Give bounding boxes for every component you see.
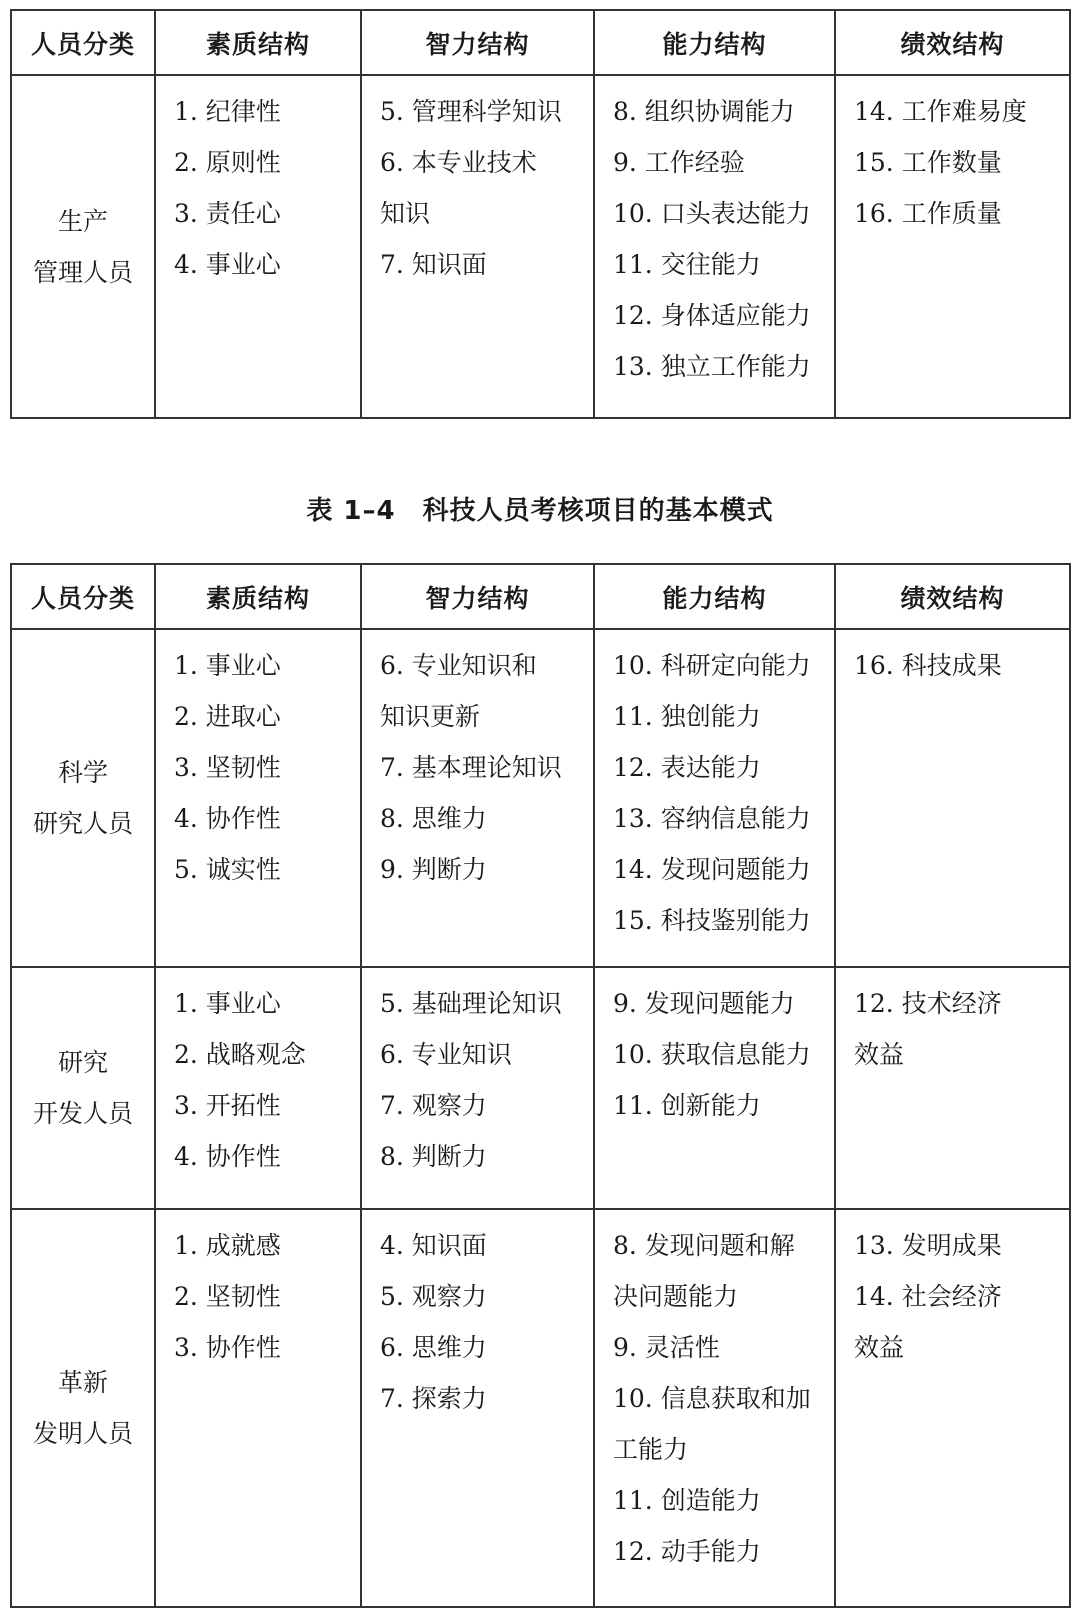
list-item: 3. 坚韧性: [174, 753, 281, 782]
table-row: [11, 967, 1070, 1209]
list-item: 4. 协作性: [174, 1142, 281, 1171]
list-item: 12. 身体适应能力: [613, 301, 811, 330]
list-item: 11. 交往能力: [613, 250, 761, 279]
list-item: 12. 技术经济: [854, 989, 1002, 1018]
list-item: 8. 判断力: [380, 1142, 487, 1171]
list-item: 4. 知识面: [380, 1231, 487, 1260]
header-intellect-structure: 智力结构: [361, 10, 594, 75]
list-item: 1. 事业心: [174, 651, 281, 680]
list-item: 2. 战略观念: [174, 1040, 306, 1069]
category-line: 革新: [57, 1368, 108, 1397]
list-item: 知识更新: [380, 702, 481, 731]
category-line: 研究人员: [32, 809, 133, 838]
list-item: 7. 基本理论知识: [380, 753, 562, 782]
category-line: 生产: [57, 206, 108, 236]
list-item: 6. 专业知识和: [380, 651, 537, 680]
table-sci-tech-personnel: [10, 563, 1071, 1608]
list-item: 11. 创造能力: [613, 1486, 761, 1515]
list-item: 效益: [854, 1333, 905, 1362]
header-ability-structure: 能力结构: [594, 564, 835, 629]
list-item: 9. 判断力: [380, 855, 487, 884]
list-item: 9. 工作经验: [613, 148, 745, 177]
list-item: 8. 组织协调能力: [613, 97, 795, 126]
list-item: 16. 工作质量: [854, 199, 1002, 228]
category-line: 科学: [57, 758, 108, 787]
list-item: 13. 发明成果: [854, 1231, 1002, 1260]
category-line: 研究: [57, 1048, 108, 1077]
list-item: 10. 获取信息能力: [613, 1040, 811, 1069]
header-performance-structure: 绩效结构: [835, 10, 1070, 75]
quality-cell: [155, 629, 361, 967]
quality-cell: [155, 1209, 361, 1607]
list-item: 知识: [380, 199, 431, 228]
category-cell: [11, 967, 155, 1209]
category-line: 开发人员: [32, 1099, 133, 1128]
intellect-cell: [361, 967, 594, 1209]
list-item: 5. 观察力: [380, 1282, 487, 1311]
list-item: 7. 观察力: [380, 1091, 487, 1120]
list-item: 效益: [854, 1040, 905, 1069]
performance-cell: [835, 629, 1070, 967]
list-item: 14. 工作难易度: [854, 97, 1027, 126]
header-row: [11, 564, 1070, 629]
list-item: 13. 独立工作能力: [613, 352, 811, 381]
list-item: 11. 创新能力: [613, 1091, 761, 1120]
list-item: 15. 工作数量: [854, 148, 1002, 177]
list-item: 1. 成就感: [174, 1231, 281, 1260]
ability-cell: [594, 1209, 835, 1607]
header-performance-structure: 绩效结构: [835, 564, 1070, 629]
category-cell: [11, 1209, 155, 1607]
list-item: 3. 责任心: [174, 199, 281, 228]
list-item: 10. 口头表达能力: [613, 199, 811, 228]
list-item: 3. 开拓性: [174, 1091, 281, 1120]
ability-cell: [594, 967, 835, 1209]
list-item: 6. 专业知识: [380, 1040, 512, 1069]
list-item: 6. 本专业技术: [380, 148, 537, 177]
list-item: 3. 协作性: [174, 1333, 281, 1362]
ability-cell: [594, 75, 835, 418]
list-item: 5. 基础理论知识: [380, 989, 562, 1018]
list-item: 5. 诚实性: [174, 855, 281, 884]
list-item: 15. 科技鉴别能力: [613, 906, 811, 935]
list-item: 8. 思维力: [380, 804, 487, 833]
list-item: 14. 社会经济: [854, 1282, 1002, 1311]
table-caption: 表 1–4 科技人员考核项目的基本模式: [306, 496, 774, 526]
list-item: 2. 进取心: [174, 702, 281, 731]
list-item: 7. 探索力: [380, 1384, 487, 1413]
list-item: 10. 科研定向能力: [613, 651, 811, 680]
intellect-cell: [361, 1209, 594, 1607]
list-item: 2. 原则性: [174, 148, 281, 177]
ability-cell: [594, 629, 835, 967]
list-item: 12. 动手能力: [613, 1537, 761, 1566]
header-row: [11, 10, 1070, 75]
header-personnel-category: 人员分类: [11, 564, 155, 629]
header-quality-structure: 素质结构: [155, 10, 361, 75]
table-row: [11, 629, 1070, 967]
list-item: 11. 独创能力: [613, 702, 761, 731]
table-row: [11, 1209, 1070, 1607]
performance-cell: [835, 967, 1070, 1209]
category-cell: [11, 629, 155, 967]
table-row: [11, 75, 1070, 418]
header-intellect-structure: 智力结构: [361, 564, 594, 629]
list-item: 10. 信息获取和加: [613, 1384, 811, 1413]
intellect-cell: [361, 629, 594, 967]
header-quality-structure: 素质结构: [155, 564, 361, 629]
list-item: 12. 表达能力: [613, 753, 761, 782]
list-item: 7. 知识面: [380, 250, 487, 279]
table-production-management: [10, 9, 1071, 419]
list-item: 9. 灵活性: [613, 1333, 720, 1362]
list-item: 14. 发现问题能力: [613, 855, 811, 884]
category-cell: [11, 75, 155, 418]
list-item: 2. 坚韧性: [174, 1282, 281, 1311]
list-item: 6. 思维力: [380, 1333, 487, 1362]
list-item: 决问题能力: [613, 1282, 739, 1311]
header-personnel-category: 人员分类: [11, 10, 155, 75]
list-item: 16. 科技成果: [854, 651, 1002, 680]
list-item: 1. 事业心: [174, 989, 281, 1018]
list-item: 1. 纪律性: [174, 97, 281, 126]
category-line: 发明人员: [32, 1419, 133, 1448]
list-item: 工能力: [613, 1435, 689, 1464]
quality-cell: [155, 967, 361, 1209]
list-item: 5. 管理科学知识: [380, 97, 562, 126]
list-item: 4. 协作性: [174, 804, 281, 833]
list-item: 4. 事业心: [174, 250, 281, 279]
list-item: 13. 容纳信息能力: [613, 804, 811, 833]
header-ability-structure: 能力结构: [594, 10, 835, 75]
quality-cell: [155, 75, 361, 418]
list-item: 8. 发现问题和解: [613, 1231, 795, 1260]
performance-cell: [835, 1209, 1070, 1607]
list-item: 9. 发现问题能力: [613, 989, 795, 1018]
performance-cell: [835, 75, 1070, 418]
intellect-cell: [361, 75, 594, 418]
category-line: 管理人员: [32, 257, 133, 287]
